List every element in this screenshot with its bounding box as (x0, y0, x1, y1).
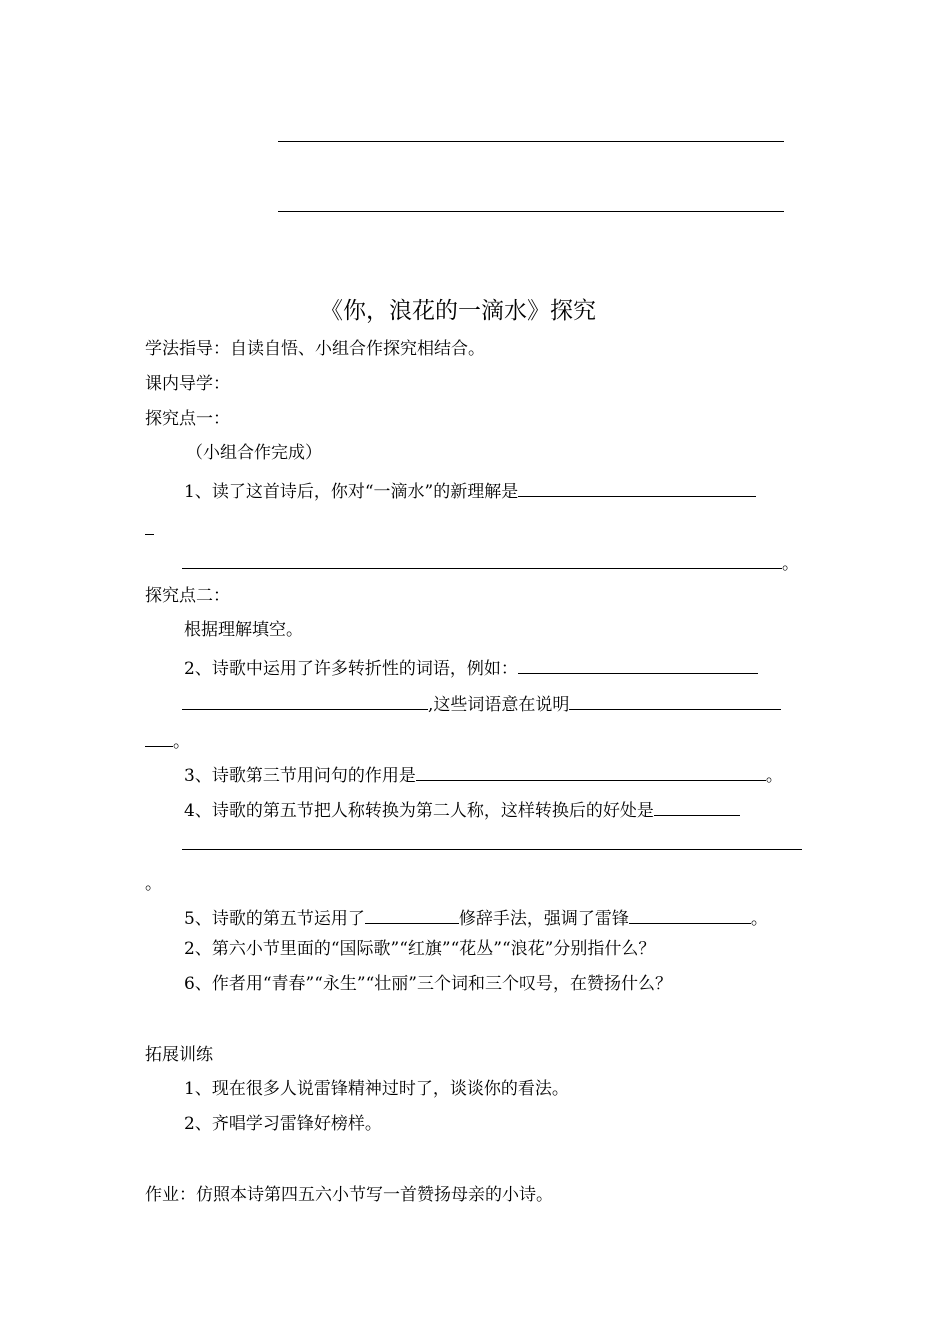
page-title: 《你，浪花的一滴水》探究 (320, 298, 596, 324)
point2-heading: 探究点二： (145, 586, 230, 606)
question-2-mid: ,这些词语意在说明 (428, 695, 570, 715)
answer-line (278, 211, 784, 212)
answer-blank (182, 693, 428, 710)
question-3-text: 3、诗歌第三节用问句的作用是 (184, 766, 416, 786)
extension-heading: 拓展训练 (145, 1045, 213, 1065)
question-1-continuation (182, 552, 799, 573)
study-method: 学法指导：自读自悟、小组合作探究相结合。 (145, 339, 485, 359)
homework: 作业：仿照本诗第四五六小节写一首赞扬母亲的小诗。 (145, 1185, 553, 1205)
point2-instruction: 根据理解填空。 (184, 620, 303, 640)
question-2-text: 2、诗歌中运用了许多转折性的词语，例如： (184, 659, 518, 679)
answer-blank (416, 764, 766, 781)
question-3-end: 。 (765, 766, 783, 786)
question-1 (184, 480, 756, 501)
question-5-end: 。 (750, 909, 768, 929)
question-4-end: 。 (145, 874, 162, 894)
in-class-guide: 课内导学： (145, 374, 230, 394)
answer-line (182, 849, 802, 850)
answer-line (145, 534, 154, 535)
answer-blank (569, 693, 781, 710)
question-3 (184, 764, 783, 785)
question-2-line-2 (182, 693, 781, 714)
answer-blank (145, 730, 173, 747)
question-5 (184, 907, 768, 928)
question-5-mid: 修辞手法，强调了雷锋 (458, 909, 629, 929)
answer-blank (518, 480, 756, 497)
group-work-note: （小组合作完成） (186, 443, 322, 463)
answer-blank (518, 657, 758, 674)
answer-blank (629, 907, 751, 924)
question-4 (184, 799, 740, 820)
question-2-end: 。 (173, 732, 190, 752)
answer-blank (182, 552, 782, 569)
question-2 (184, 657, 758, 678)
question-7: 6、作者用“青春”“永生”“壮丽”三个词和三个叹号，在赞扬什么？ (184, 974, 672, 994)
answer-blank (365, 907, 459, 924)
question-1-text: 1、读了这首诗后，你对“一滴水”的新理解是 (184, 482, 519, 502)
extension-item: 2、齐唱学习雷锋好榜样。 (184, 1114, 382, 1134)
question-1-end: 。 (782, 554, 799, 574)
answer-blank (654, 799, 740, 816)
extension-item: 1、现在很多人说雷锋精神过时了，谈谈你的看法。 (184, 1079, 569, 1099)
question-6: 2、第六小节里面的“国际歌”“红旗”“花丛”“浪花”分别指什么？ (184, 939, 656, 959)
question-2-line-3 (145, 730, 190, 751)
question-4-text: 4、诗歌的第五节把人称转换为第二人称，这样转换后的好处是 (184, 801, 654, 821)
point1-heading: 探究点一： (145, 409, 230, 429)
question-5-text: 5、诗歌的第五节运用了 (184, 909, 365, 929)
answer-line (278, 141, 784, 142)
